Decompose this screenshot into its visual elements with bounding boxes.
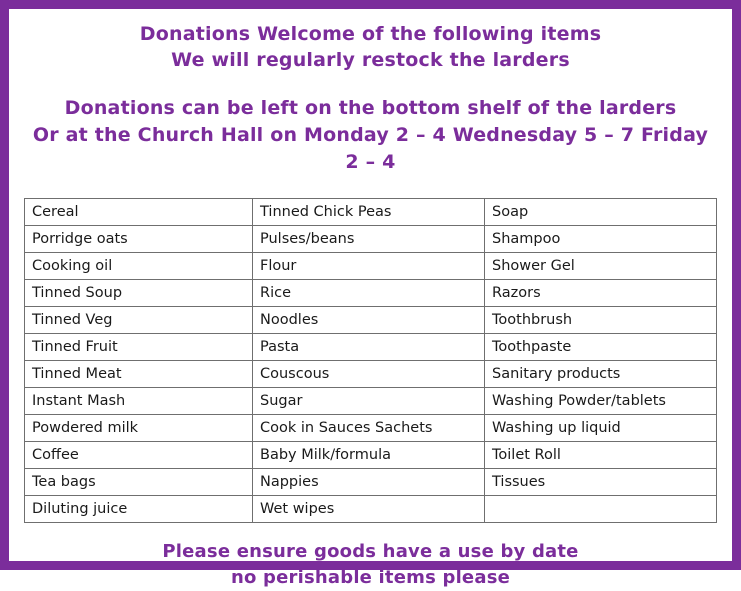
item-cell: Sugar [253,388,485,415]
item-cell: Tinned Fruit [25,334,253,361]
table-row [25,442,717,469]
footer-line-1: Please ensure goods have a use by date [162,541,579,562]
item-cell: Flour [253,253,485,280]
item-cell: Soap [485,199,717,226]
item-cell: Pulses/beans [253,226,485,253]
subhead-line-1: Donations can be left on the bottom shelf of the larders [64,97,677,119]
item-cell: Noodles [253,307,485,334]
item-cell: Tea bags [25,469,253,496]
item-cell: Coffee [25,442,253,469]
table-row [25,469,717,496]
poster-headline [23,21,718,73]
table-row [25,388,717,415]
item-cell: Diluting juice [25,496,253,523]
item-cell: Instant Mash [25,388,253,415]
item-cell: Rice [253,280,485,307]
subhead-line-2: Or at the Church Hall on Monday 2 – 4 Wednesday 5 – 7 Friday 2 – 4 [32,124,709,173]
item-cell: Shower Gel [485,253,717,280]
item-cell: Toothbrush [485,307,717,334]
headline-line-2: We will regularly restock the larders [171,49,570,71]
item-cell: Powdered milk [25,415,253,442]
item-cell: Wet wipes [253,496,485,523]
table-row [25,253,717,280]
item-cell: Couscous [253,361,485,388]
poster-subheadline [23,95,718,176]
item-cell: Tinned Veg [25,307,253,334]
item-cell: Tinned Chick Peas [253,199,485,226]
item-cell: Razors [485,280,717,307]
table-row [25,361,717,388]
items-table-body [25,199,717,523]
item-cell: Nappies [253,469,485,496]
item-cell: Cook in Sauces Sachets [253,415,485,442]
headline-line-1: Donations Welcome of the following items [139,23,602,45]
item-cell: Cereal [25,199,253,226]
item-cell: Pasta [253,334,485,361]
item-cell: Tissues [485,469,717,496]
table-row [25,415,717,442]
item-cell: Baby Milk/formula [253,442,485,469]
item-cell [485,496,717,523]
poster-footer [23,539,718,591]
items-table [24,198,717,523]
items-table-wrapper [23,198,718,523]
item-cell: Toothpaste [485,334,717,361]
table-row [25,226,717,253]
footer-line-2: no perishable items please [230,567,511,588]
item-cell: Porridge oats [25,226,253,253]
table-row [25,280,717,307]
item-cell: Washing up liquid [485,415,717,442]
item-cell: Toilet Roll [485,442,717,469]
table-row [25,334,717,361]
item-cell: Cooking oil [25,253,253,280]
item-cell: Washing Powder/tablets [485,388,717,415]
item-cell: Shampoo [485,226,717,253]
item-cell: Tinned Soup [25,280,253,307]
table-row [25,307,717,334]
item-cell: Sanitary products [485,361,717,388]
table-row [25,199,717,226]
table-row [25,496,717,523]
item-cell: Tinned Meat [25,361,253,388]
